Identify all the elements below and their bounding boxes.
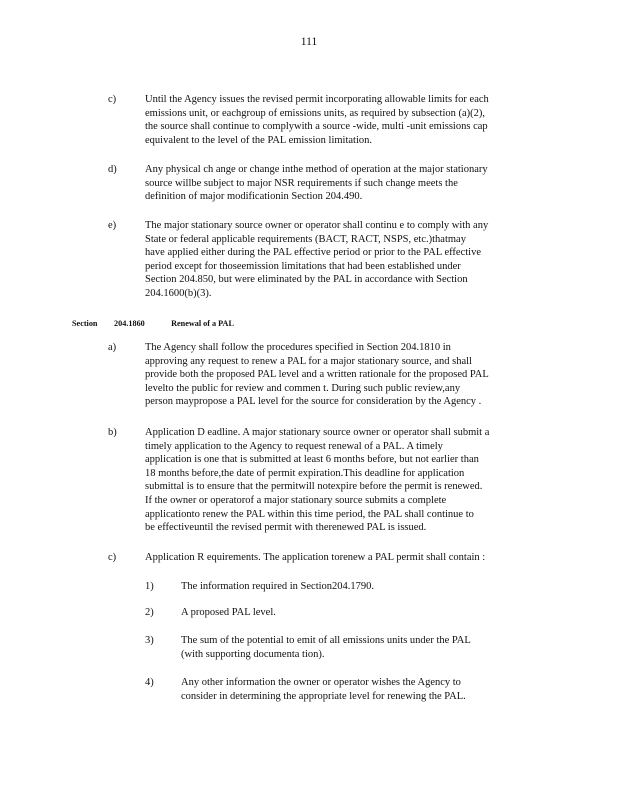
section-title: Renewal of a PAL [171,319,234,328]
text-line: applicationto renew the PAL within this time period, the PAL shall continue to [145,508,474,520]
text-line: (with supporting documenta tion). [181,648,325,660]
text-line: State or federal applicable requirements (BACT, RACT, NSPS, etc.)thatmay [145,233,466,245]
text-line: If the owner or operatorof a major stationary source submits a complete [145,494,447,506]
text-line: consider in determining the appropriate level for renewing the PAL. [181,690,466,702]
text-line: equivalent to the level of the PAL emission limitation. [145,134,372,146]
section-word: Section [72,319,98,328]
text-line: person maypropose a PAL level for the source for consideration by the Agency . [145,396,482,408]
text-line: 18 months before,the date of permit expiration.This deadline for application [145,467,465,479]
text-line: be effectiveuntil the revised permit with therenewed PAL is issued. [145,522,427,534]
section-heading [72,319,234,328]
text-line: 204.1600(b)(3). [145,287,212,299]
item-label-b: b) [108,427,117,438]
text-line: period except for thoseemission limitations that had been established under [145,260,461,272]
text-line: have applied either during the PAL effective period or prior to the PAL effective [145,247,481,259]
text-line: Any physical ch ange or change inthe method of operation at the major stationary [145,164,488,175]
page-number: 111 [300,36,318,48]
item-label-c2: c) [108,552,117,563]
text-line: Application D eadline. A major stationary source owner or operator shall submit a [145,427,490,438]
subitem-text-4 [181,676,511,703]
text-line: provide both the proposed PAL level and a written rationale for the proposed PAL [145,369,489,381]
item-label-e: e) [108,220,117,231]
subitem-text-2 [181,606,511,620]
subitem-text-3 [181,634,511,661]
text-line: The major stationary source owner or operator shall continu e to comply with any [145,220,489,231]
text-line: A proposed PAL level. [181,607,276,618]
text-line: emissions unit, or eachgroup of emissions units, as required by subsection (a)(2), [145,107,486,119]
subitem-label-1: 1) [145,581,154,592]
item-text-b [145,426,537,535]
subitem-text-1 [181,580,511,594]
subitem-label-4: 4) [145,677,154,688]
text-line: approving any request to renew a PAL for a major stationary source, and shall [145,355,472,367]
section-number: 204.1860 [114,319,145,328]
item-text-d [145,163,531,204]
text-line: Until the Agency issues the revised permit incorporating allowable limits for each [145,94,489,105]
text-line: Any other information the owner or operator wishes the Agency to [181,677,461,688]
item-text-c2 [145,551,539,565]
text-line: timely application to the Agency to request renewal of a PAL. A timely [145,440,443,452]
item-text-e [145,219,535,301]
text-line: source willbe subject to major NSR requirements if such change meets the [145,177,458,189]
text-line: The information required in Section204.1790. [181,581,375,592]
text-line: levelto the public for review and commen t. During such public review,any [145,382,461,394]
subitem-label-3: 3) [145,635,154,646]
text-line: definition of major modificationin Section 204.490. [145,191,363,203]
text-line: The Agency shall follow the procedures specified in Section 204.1810 in [145,342,451,353]
text-line: submittal is to ensure that the permitwill notexpire before the permit is renewed. [145,481,483,493]
text-line: Application R equirements. The application torenew a PAL permit shall contain : [145,552,486,563]
text-line: the source shall continue to complywith a source -wide, multi -unit emissions cap [145,121,488,133]
item-label-a: a) [108,342,117,353]
subitem-label-2: 2) [145,607,154,618]
text-line: The sum of the potential to emit of all emissions units under the PAL [181,635,471,646]
text-line: Section 204.850, but were eliminated by the PAL in accordance with Section [145,274,468,286]
item-label-c: c) [108,94,117,105]
item-text-c [145,93,531,147]
text-line: application is one that is submitted at least 6 months before, but not earlier than [145,454,479,466]
item-text-a [145,341,537,409]
item-label-d: d) [108,164,117,175]
